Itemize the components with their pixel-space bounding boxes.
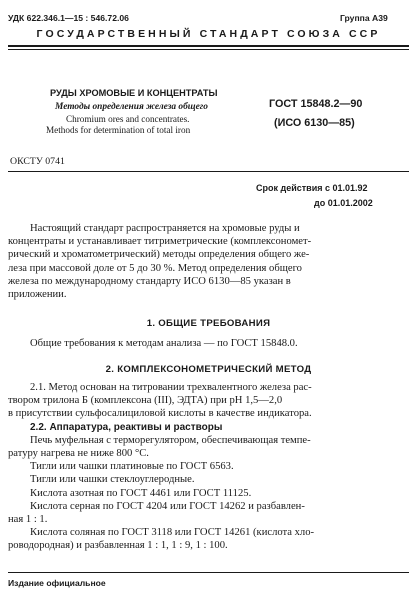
- section-1-text: [8, 337, 409, 350]
- section-2-line: в присутствии сульфосалициловой кислоты в качестве индикатора.: [8, 408, 312, 420]
- section-2-line: ная 1 : 1.: [8, 514, 48, 526]
- section-2-heading: 2. КОМПЛЕКСОНОМЕТРИЧЕСКИЙ МЕТОД: [105, 364, 312, 375]
- title-en-line-1: Chromium ores and concentrates.: [66, 114, 190, 124]
- validity-start: Срок действия с 01.01.92: [256, 183, 368, 193]
- section-2-subheading: 2.2. Аппаратура, реактивы и растворы: [30, 421, 223, 433]
- section-2-line: Тигли или чашки стеклоуглеродные.: [30, 474, 195, 486]
- validity-end: до 01.01.2002: [314, 198, 373, 208]
- standard-title: ГОСУДАРСТВЕННЫЙ СТАНДАРТ СОЮЗА ССР: [36, 28, 381, 40]
- header-rule-bottom: [8, 49, 409, 50]
- document-subtitle: Методы определения железа общего: [55, 102, 208, 112]
- gost-number: ГОСТ 15848.2—90: [269, 98, 363, 110]
- intro-line: рический и хроматометрический) методы определения общего же-: [8, 249, 310, 261]
- group-code: Группа А39: [340, 13, 388, 23]
- header-rule-top: [8, 45, 409, 47]
- document-title: РУДЫ ХРОМОВЫЕ И КОНЦЕНТРАТЫ: [50, 88, 218, 98]
- section-2-line: 2.1. Метод основан на титровании трехвалентного железа рас-: [30, 382, 312, 393]
- section-2-body: [8, 381, 409, 553]
- okstu-code: ОКСТУ 0741: [10, 156, 65, 167]
- udk-code: УДК 622.346.1—15 : 546.72.06: [8, 13, 129, 23]
- section-2-line: ратуру нагрева не ниже 800 °С.: [8, 448, 149, 460]
- okstu-rule: [8, 171, 409, 172]
- section-2-line: роводородная) и разбавленная 1 : 1, 1 : 9, 1 : 100.: [8, 540, 228, 552]
- section-1-line: Общие требования к методам анализа — по ГОСТ 15848.0.: [30, 338, 298, 349]
- section-1-heading: 1. ОБЩИЕ ТРЕБОВАНИЯ: [146, 318, 271, 329]
- official-edition-label: Издание официальное: [8, 578, 106, 588]
- section-2-line: Кислота серная по ГОСТ 4204 или ГОСТ 14262 и разбавлен-: [30, 500, 305, 512]
- section-2-line: Кислота соляная по ГОСТ 3118 или ГОСТ 14261 (кислота хло-: [30, 527, 315, 539]
- intro-line: приложении.: [8, 289, 67, 301]
- section-2-line: Тигли или чашки платиновые по ГОСТ 6563.: [30, 461, 234, 473]
- intro-line: Настоящий стандарт распространяется на хромовые руды и: [30, 223, 300, 234]
- section-2-line: Кислота азотная по ГОСТ 4461 или ГОСТ 11125.: [30, 487, 252, 499]
- intro-line: леза при массовой доле от 5 до 30 %. Метод определения общего: [8, 262, 302, 274]
- intro-paragraph: [8, 222, 409, 301]
- intro-line: концентраты и устанавливает титриметрические (комплексономет-: [8, 236, 312, 248]
- footer-rule: [8, 572, 409, 573]
- section-2-line: Печь муфельная с терморегулятором, обеспечивающая темпе-: [30, 434, 311, 446]
- intro-line: железа по международному стандарту ИСО 6130—85 указан в: [8, 275, 291, 287]
- title-en-line-2: Methods for determination of total iron: [46, 125, 191, 135]
- section-2-line: твором трилона Б (комплексона (III), ЭДТА) при pH 1,5—2,0: [8, 395, 283, 407]
- iso-number: (ИСО 6130—85): [274, 117, 355, 129]
